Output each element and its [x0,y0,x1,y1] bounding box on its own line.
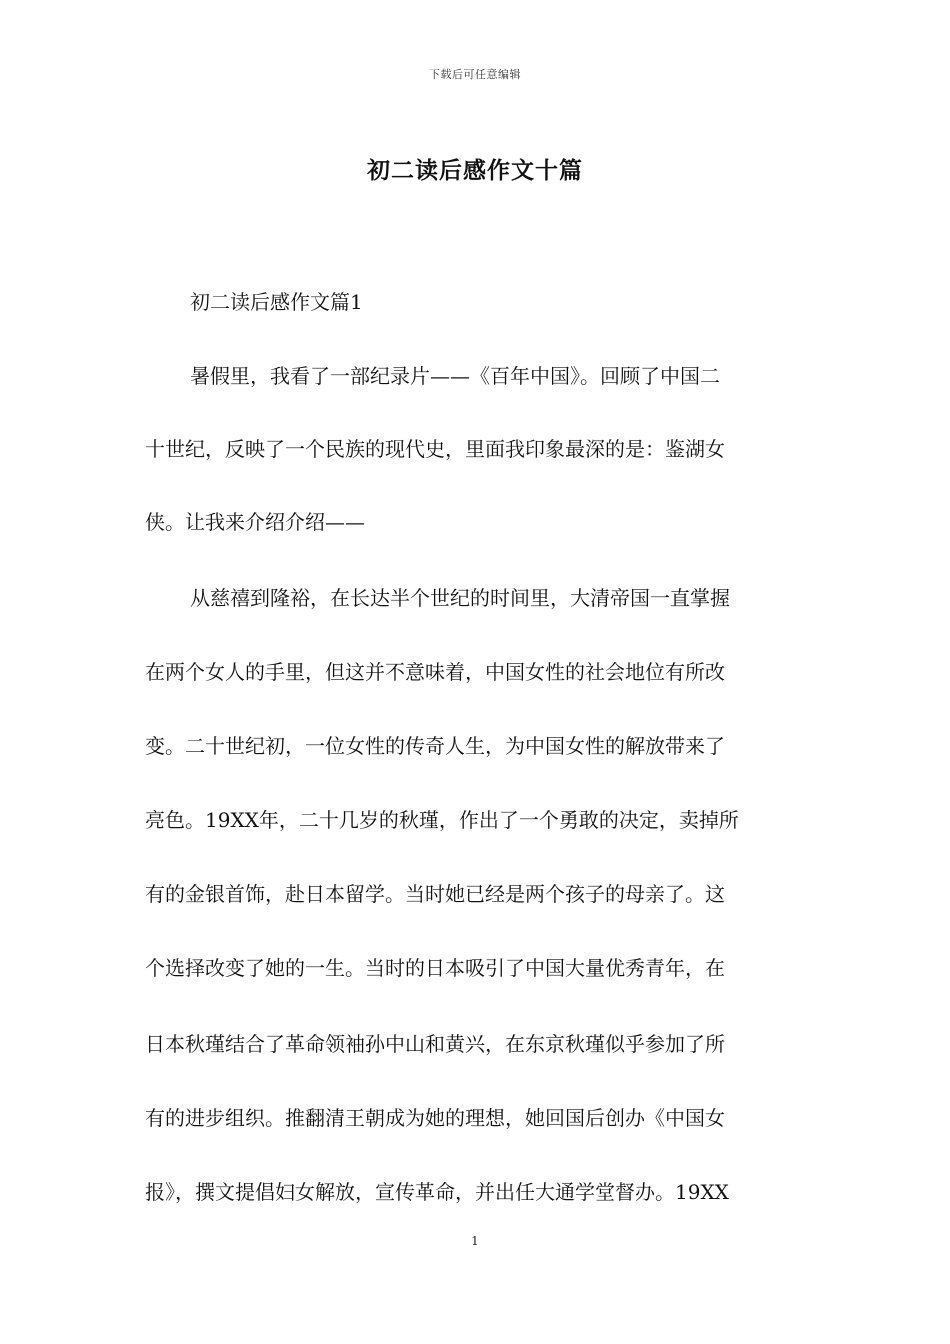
paragraph-line: 有的进步组织。推翻清王朝成为她的理想，她回国后创办《中国女 [145,1106,725,1130]
page-number: 1 [471,1234,479,1248]
paragraph-line: 个选择改变了她的一生。当时的日本吸引了中国大量优秀青年，在 [145,956,725,980]
paragraph-line: 变。二十世纪初，一位女性的传奇人生，为中国女性的解放带来了 [145,734,725,758]
document-title: 初二读后感作文十篇 [367,157,583,184]
paragraph-line: 日本秋瑾结合了革命领袖孙中山和黄兴，在东京秋瑾似乎参加了所 [145,1032,725,1056]
section-heading: 初二读后感作文篇1 [190,290,363,314]
paragraph-line: 报》，撰文提倡妇女解放，宣传革命，并出任大通学堂督办。19XX [145,1180,729,1204]
paragraph-line: 亮色。19XX年，二十几岁的秋瑾，作出了一个勇敢的决定，卖掉所 [145,808,739,832]
paragraph-line: 侠。让我来介绍介绍—— [145,510,365,534]
paragraph-line: 在两个女人的手里，但这并不意味着，中国女性的社会地位有所改 [145,660,725,684]
paragraph-line: 十世纪，反映了一个民族的现代史，里面我印象最深的是：鉴湖女 [145,437,725,461]
paragraph-line: 从慈禧到隆裕，在长达半个世纪的时间里，大清帝国一直掌握 [190,586,730,610]
paragraph-line: 有的金银首饰，赴日本留学。当时她已经是两个孩子的母亲了。这 [145,882,725,906]
paragraph-line: 暑假里，我看了一部纪录片——《百年中国》。回顾了中国二 [190,364,720,388]
header-note: 下载后可任意编辑 [429,68,521,81]
